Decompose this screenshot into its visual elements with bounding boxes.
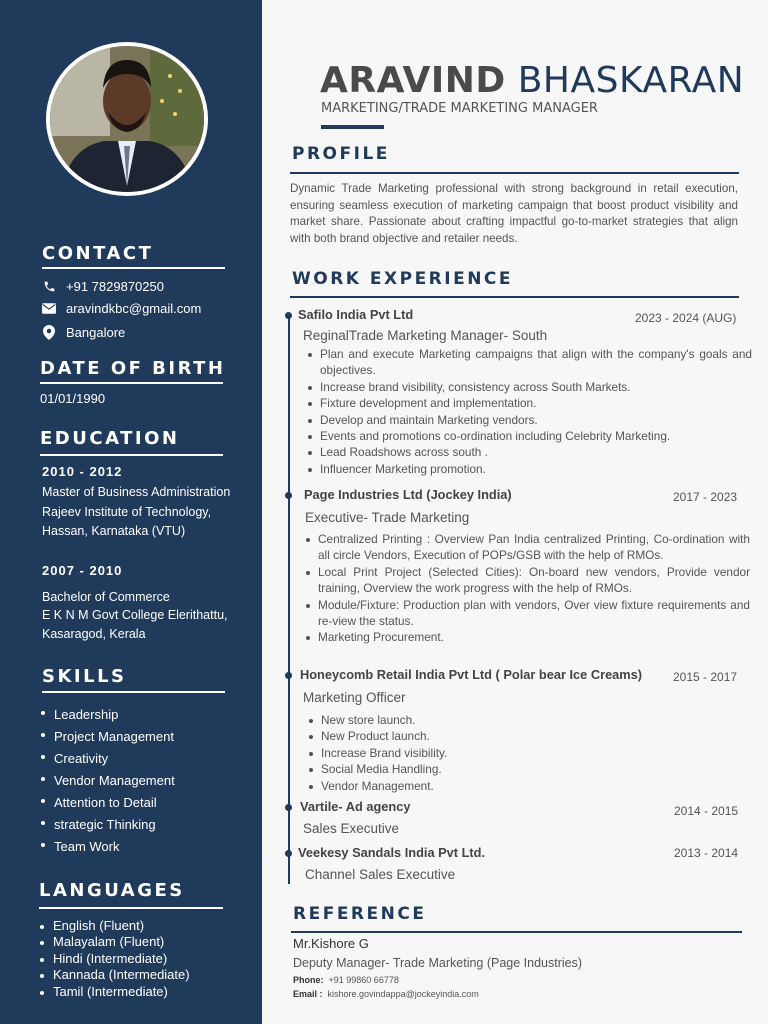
- reference-heading: REFERENCE: [293, 904, 427, 924]
- list-item: Develop and maintain Marketing vendors.: [320, 412, 752, 428]
- reference-phone-value: +91 99860 66778: [328, 975, 399, 985]
- phone-label: Phone:: [293, 975, 324, 985]
- contact-email-text: aravindkbc@gmail.com: [66, 301, 202, 316]
- profile-photo-illustration: [50, 46, 204, 192]
- list-item: strategic Thinking: [54, 814, 175, 836]
- education-years: 2010 - 2012: [42, 464, 123, 479]
- job-role: Channel Sales Executive: [305, 867, 456, 882]
- timeline-dot: [285, 312, 292, 319]
- list-item: Attention to Detail: [54, 792, 175, 814]
- timeline-line: [288, 314, 290, 884]
- timeline-dot: [285, 672, 292, 679]
- profile-divider: [290, 172, 739, 174]
- list-item: Lead Roadshows across south .: [320, 444, 752, 460]
- candidate-name: [320, 60, 744, 101]
- list-item: Fixture development and implementation.: [320, 395, 752, 411]
- job-dates: 2014 - 2015: [674, 804, 739, 818]
- job-dates: 2015 - 2017: [673, 670, 738, 684]
- reference-name: Mr.Kishore G: [293, 936, 369, 951]
- list-item: Hindi (Intermediate): [53, 951, 190, 967]
- contact-location: [42, 325, 125, 340]
- list-item: Plan and execute Marketing campaigns that align with the company's goals and objectives.: [320, 347, 752, 378]
- skills-heading: SKILLS: [42, 666, 127, 687]
- email-label: Email :: [293, 989, 323, 999]
- education-location: Kasaragod, Kerala: [42, 627, 146, 641]
- list-item: Local Print Project (Selected Cities): On-board new vendors, Provide vendor training, Overview the work progress with the help of RMOs.: [318, 564, 750, 596]
- list-item: Module/Fixture: Production plan with vendors, Over view fixture requirements and re-view the status.: [318, 597, 750, 629]
- list-item: Social Media Handling.: [321, 761, 751, 777]
- list-item: Increase brand visibility, consistency across South Markets.: [320, 379, 752, 395]
- last-name: BHASKARAN: [517, 60, 745, 101]
- reference-phone: [293, 975, 399, 985]
- job-role: Executive- Trade Marketing: [305, 510, 470, 525]
- job-dates: 2023 - 2024 (AUG): [635, 311, 737, 325]
- email-icon: [42, 302, 56, 316]
- company-name: Honeycomb Retail India Pvt Ltd ( Polar bear Ice Creams): [300, 667, 643, 682]
- dob-value: 01/01/1990: [40, 391, 106, 406]
- languages-heading: LANGUAGES: [39, 880, 185, 901]
- profile-summary: Dynamic Trade Marketing professional with strong background in retail execution, ensuring seamless execution of marketing campaign that boost product visibility and market share. Passionate about crafting impactful go-to-market strategies that align with both brand objective and retailer needs.: [290, 182, 738, 245]
- contact-location-text: Bangalore: [66, 325, 126, 340]
- list-item: Vendor Management.: [321, 778, 751, 794]
- list-item: Increase Brand visibility.: [321, 745, 751, 761]
- profile-photo: [46, 42, 208, 196]
- job-bullets: [304, 346, 752, 477]
- job-title: MARKETING/TRADE MARKETING MANAGER: [321, 101, 598, 116]
- languages-divider: [39, 907, 223, 909]
- skills-list: [40, 704, 175, 858]
- phone-icon: [42, 280, 56, 294]
- title-accent-bar: [321, 125, 384, 129]
- list-item: Team Work: [54, 836, 175, 858]
- contact-heading: CONTACT: [42, 243, 154, 264]
- job-role: Sales Executive: [303, 821, 400, 836]
- company-name: Vartile- Ad agency: [300, 799, 411, 814]
- list-item: Project Management: [54, 726, 175, 748]
- education-heading: EDUCATION: [40, 428, 180, 449]
- sidebar: [0, 0, 262, 1024]
- job-bullets: [305, 712, 751, 794]
- job-dates: 2013 - 2014: [674, 846, 739, 860]
- list-item: New Product launch.: [321, 728, 751, 744]
- company-name: Safilo India Pvt Ltd: [298, 307, 414, 322]
- list-item: Malayalam (Fluent): [53, 934, 190, 950]
- list-item: New store launch.: [321, 712, 751, 728]
- dob-divider: [40, 382, 223, 384]
- reference-email: [293, 989, 479, 999]
- list-item: Tamil (Intermediate): [53, 984, 190, 1000]
- timeline-dot: [285, 804, 292, 811]
- education-divider: [40, 454, 223, 456]
- list-item: Kannada (Intermediate): [53, 967, 190, 983]
- job-bullets: [302, 531, 750, 646]
- education-institution: E K N M Govt College Elerithattu,: [42, 608, 228, 622]
- job-role: ReginalTrade Marketing Manager- South: [303, 328, 548, 343]
- list-item: Centralized Printing : Overview Pan India centralized Printing, Co-ordination with all circle Vendors, Execution of POPs/GSB with the help of RMOs.: [318, 532, 750, 563]
- dob-heading: DATE OF BIRTH: [40, 358, 226, 379]
- experience-divider: [290, 296, 739, 298]
- list-item: Vendor Management: [54, 770, 175, 792]
- first-name: ARAVIND: [320, 60, 506, 101]
- experience-heading: WORK EXPERIENCE: [292, 269, 514, 289]
- job-dates: 2017 - 2023: [673, 490, 738, 504]
- company-name: Page Industries Ltd (Jockey India): [304, 487, 512, 502]
- timeline-dot: [285, 850, 292, 857]
- education-degree: Bachelor of Commerce: [42, 590, 170, 604]
- education-institution: Rajeev Institute of Technology,: [42, 505, 212, 519]
- reference-divider: [291, 931, 742, 933]
- job-role: Marketing Officer: [303, 690, 406, 705]
- contact-phone: [42, 279, 164, 294]
- company-name: Veekesy Sandals India Pvt Ltd.: [298, 845, 486, 860]
- reference-email-value: kishore.govindappa@jockeyindia.com: [327, 989, 479, 999]
- skills-divider: [42, 691, 225, 693]
- education-years: 2007 - 2010: [42, 563, 123, 578]
- reference-role: Deputy Manager- Trade Marketing (Page Industries): [293, 956, 583, 970]
- list-item: Events and promotions co-ordination including Celebrity Marketing.: [320, 428, 752, 444]
- profile-heading: PROFILE: [292, 144, 390, 164]
- timeline-dot: [285, 492, 292, 499]
- list-item: Influencer Marketing promotion.: [320, 461, 752, 477]
- contact-email: [42, 301, 201, 316]
- location-pin-icon: [42, 326, 56, 340]
- languages-list: [39, 918, 190, 1000]
- list-item: Leadership: [54, 704, 175, 726]
- list-item: Creativity: [54, 748, 175, 770]
- list-item: English (Fluent): [53, 918, 190, 934]
- contact-phone-text: +91 7829870250: [66, 279, 164, 294]
- contact-divider: [42, 267, 225, 269]
- education-location: Hassan, Karnataka (VTU): [42, 524, 186, 538]
- list-item: Marketing Procurement.: [318, 629, 750, 645]
- education-degree: Master of Business Administration: [42, 485, 231, 499]
